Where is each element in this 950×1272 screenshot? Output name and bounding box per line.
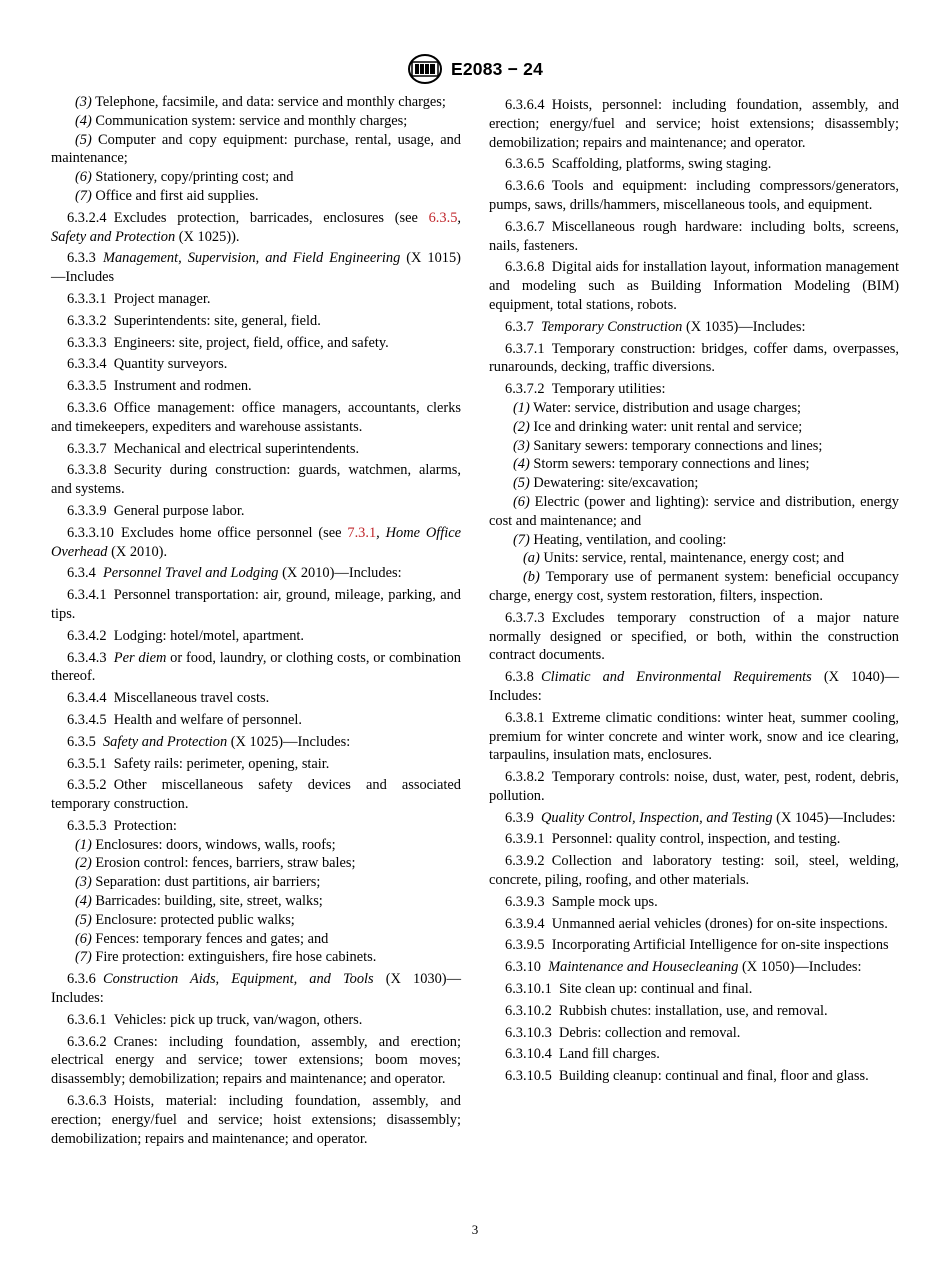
list-item xyxy=(51,930,461,949)
section-number: 6.3.8.1 xyxy=(505,709,545,726)
section-number: 6.3.6.5 xyxy=(505,156,545,173)
list-item-text: Electric (power and lighting): service and distribution, energy cost and maintenance; and xyxy=(489,493,899,529)
section-number: 6.3.3.3 xyxy=(67,334,107,351)
list-item xyxy=(51,187,461,206)
paragraph-text: Temporary utilities: xyxy=(551,381,666,398)
section-number: 6.3.6.6 xyxy=(505,178,545,195)
section-number: 6.3.4.3 xyxy=(67,649,107,666)
paragraph-text: Lodging: hotel/motel, apartment. xyxy=(113,627,305,644)
paragraph-text: (X 1035)—Includes: xyxy=(682,318,806,335)
section-number: 6.3.10.2 xyxy=(505,1002,552,1019)
section-paragraph xyxy=(489,768,899,806)
section-number: 6.3.10.5 xyxy=(505,1068,552,1085)
section-paragraph xyxy=(51,399,461,437)
paragraph-text: Excludes temporary construction of a major nature normally designed or specified, or both, within the construction contract documents. xyxy=(489,609,899,664)
list-item xyxy=(51,112,461,131)
paragraph-text: Sample mock ups. xyxy=(551,893,658,910)
section-number: 6.3.6.4 xyxy=(505,97,545,113)
section-paragraph xyxy=(489,852,899,890)
section-number: 6.3.9.3 xyxy=(505,893,545,910)
list-item-number: (4) xyxy=(75,112,92,129)
paragraph-text: Land fill charges. xyxy=(558,1046,660,1063)
astm-logo-icon xyxy=(407,53,443,85)
italic-term: Per diem xyxy=(113,649,167,666)
section-number: 6.3.3.7 xyxy=(67,440,107,457)
list-item xyxy=(51,168,461,187)
paragraph-text: Protection: xyxy=(113,817,177,834)
list-item-text: Erosion control: fences, barriers, straw bales; xyxy=(95,855,356,872)
section-paragraph xyxy=(489,709,899,765)
section-paragraph xyxy=(489,893,899,912)
list-item-text: Enclosures: doors, windows, walls, roofs; xyxy=(95,836,336,853)
list-item xyxy=(51,131,461,169)
section-paragraph xyxy=(51,711,461,730)
paragraph-text: Hoists, personnel: including foundation, assembly, and erection; energy/fuel and service; hoist extensions; disassembly; demobilization; repairs and maintenance; and operator. xyxy=(489,97,899,151)
section-paragraph xyxy=(489,1024,899,1043)
list-item xyxy=(489,531,899,550)
section-paragraph xyxy=(489,218,899,256)
section-paragraph xyxy=(489,668,899,706)
paragraph-text: (X 1050)—Includes: xyxy=(738,959,862,976)
list-item xyxy=(489,437,899,456)
section-paragraph xyxy=(489,155,899,174)
section-paragraph xyxy=(489,1045,899,1064)
list-item-text: Temporary use of permanent system: beneficial occupancy charge, energy cost, system restoration, filters, inspection. xyxy=(489,569,900,604)
section-title: Personnel Travel and Lodging xyxy=(102,565,279,582)
section-paragraph xyxy=(51,461,461,499)
paragraph-text: (X 1030)—Includes: xyxy=(51,971,461,1007)
paragraph-text: Excludes home office personnel (see xyxy=(120,524,348,541)
section-number: 6.3.4.5 xyxy=(67,711,107,728)
section-number: 6.3.3.10 xyxy=(67,524,114,541)
paragraph-text: Cranes: including foundation, assembly, and erection; electrical energy and service; tower extensions; boom moves; disassembly; demobilization; repairs and maintenance; and operator. xyxy=(51,1033,461,1088)
paragraph-text: Extreme climatic conditions: winter heat, summer cooling, premium for winter concrete and winter work, snow and ice clearing, tarpaulins, insulation mats, enclosures. xyxy=(489,709,899,764)
section-title: Maintenance and Housecleaning xyxy=(548,959,739,976)
section-number: 6.3.6.2 xyxy=(67,1033,107,1050)
section-number: 6.3.3.9 xyxy=(67,502,107,519)
list-item-number: (a) xyxy=(523,550,540,567)
section-number: 6.3.4.2 xyxy=(67,627,107,644)
paragraph-text: Building cleanup: continual and final, floor and glass. xyxy=(558,1068,869,1085)
paragraph-text: Mechanical and electrical superintendents. xyxy=(113,440,360,457)
paragraph-text: Personnel: quality control, inspection, and testing. xyxy=(551,831,841,848)
list-item-text: Telephone, facsimile, and data: service and monthly charges; xyxy=(95,94,446,110)
paragraph-text: Office management: office managers, accountants, clerks and timekeepers, expediters and warehouse assistants. xyxy=(51,399,461,435)
referenced-title: , Home Office Overhead xyxy=(51,524,461,560)
section-paragraph xyxy=(489,340,899,378)
list-item xyxy=(489,399,899,418)
list-item xyxy=(51,911,461,930)
section-number: 6.3.10.1 xyxy=(505,981,552,998)
list-item-text: Barricades: building, site, street, walks; xyxy=(95,893,323,910)
list-item-text: Dewatering: site/excavation; xyxy=(533,475,699,492)
paragraph-text: Collection and laboratory testing: soil, steel, welding, concrete, piling, roofing, and other materials. xyxy=(489,853,899,889)
section-paragraph xyxy=(489,258,899,314)
list-item xyxy=(51,836,461,855)
paragraph-text: Safety rails: perimeter, opening, stair. xyxy=(113,755,330,772)
section-number: 6.3.6 xyxy=(67,971,96,988)
paragraph-text: Superintendents: site, general, field. xyxy=(113,312,321,329)
right-column xyxy=(489,93,899,1086)
section-number: 6.3.7.1 xyxy=(505,340,545,357)
section-number: 6.3.4.4 xyxy=(67,690,107,707)
paragraph-text: Hoists, material: including foundation, assembly, and erection; energy/fuel and service; hoist extensions; disassembly; demobilization; repairs and maintenance; and operator. xyxy=(51,1093,461,1147)
list-item-number: (5) xyxy=(75,131,92,148)
section-number: 6.3.9.5 xyxy=(505,937,545,954)
section-number: 6.3.7.3 xyxy=(505,609,545,626)
paragraph-text: Quantity surveyors. xyxy=(113,356,228,373)
paragraph-text: Temporary controls: noise, dust, water, pest, rodent, debris, pollution. xyxy=(489,769,899,804)
list-item-number: (4) xyxy=(75,893,92,910)
list-item-number: (2) xyxy=(513,418,530,435)
section-title: Safety and Protection xyxy=(102,733,228,750)
section-paragraph xyxy=(489,830,899,849)
paragraph-text: Security during construction: guards, watchmen, alarms, and systems. xyxy=(51,462,461,498)
section-paragraph xyxy=(51,312,461,331)
section-number: 6.3.9.4 xyxy=(505,915,545,932)
section-number: 6.3.5.2 xyxy=(67,777,107,794)
section-number: 6.3.6.1 xyxy=(67,1011,107,1028)
section-number: 6.3.6.8 xyxy=(505,259,545,276)
list-item-number: (b) xyxy=(523,569,540,586)
list-item-number: (4) xyxy=(513,456,530,473)
paragraph-text: Instrument and rodmen. xyxy=(113,378,252,395)
list-item xyxy=(51,854,461,873)
list-item xyxy=(489,549,899,568)
section-paragraph xyxy=(51,1092,461,1148)
list-item xyxy=(489,418,899,437)
section-number: 6.3.4.1 xyxy=(67,587,107,604)
section-number: 6.3.7.2 xyxy=(505,381,545,398)
left-column xyxy=(51,93,461,1148)
list-item-text: Sanitary sewers: temporary connections and lines; xyxy=(533,437,823,454)
list-item-number: (3) xyxy=(513,437,530,454)
section-paragraph xyxy=(51,733,461,752)
section-paragraph xyxy=(51,355,461,374)
section-number: 6.3.3.2 xyxy=(67,312,107,329)
section-paragraph xyxy=(489,936,899,955)
paragraph-text: Project manager. xyxy=(113,290,211,307)
paragraph-text: Excludes protection, barricades, enclosures (see xyxy=(113,209,429,226)
list-item-text: Fences: temporary fences and gates; and xyxy=(95,930,329,947)
section-number: 6.3.3.4 xyxy=(67,356,107,373)
section-paragraph xyxy=(51,755,461,774)
section-paragraph xyxy=(51,689,461,708)
section-number: 6.3.3.6 xyxy=(67,399,107,416)
list-item-text: Communication system: service and monthly charges; xyxy=(95,112,408,129)
section-paragraph xyxy=(51,440,461,459)
section-paragraph xyxy=(51,290,461,309)
section-title: Management, Supervision, and Field Engineering xyxy=(102,250,401,267)
paragraph-text: (X 2010)—Includes: xyxy=(278,565,402,582)
section-paragraph xyxy=(51,564,461,583)
list-item-number: (3) xyxy=(75,94,92,110)
list-item xyxy=(489,493,899,531)
section-paragraph xyxy=(489,177,899,215)
paragraph-text: Site clean up: continual and final. xyxy=(558,981,753,998)
list-item-number: (6) xyxy=(75,930,92,947)
section-paragraph xyxy=(51,1033,461,1089)
section-paragraph xyxy=(51,249,461,287)
list-item xyxy=(489,474,899,493)
section-paragraph xyxy=(489,318,899,337)
section-paragraph xyxy=(489,380,899,399)
list-item-number: (7) xyxy=(75,187,92,204)
section-paragraph xyxy=(51,334,461,353)
section-number: 6.3.5.1 xyxy=(67,755,107,772)
list-item-text: Units: service, rental, maintenance, energy cost; and xyxy=(543,550,845,567)
section-number: 6.3.3.1 xyxy=(67,290,107,307)
paragraph-text: (X 1025)). xyxy=(175,228,240,245)
list-item-number: (6) xyxy=(75,169,92,186)
section-title: Climatic and Environmental Requirements xyxy=(540,669,812,686)
paragraph-text: Personnel transportation: air, ground, mileage, parking, and tips. xyxy=(51,587,461,622)
list-item-text: Enclosure: protected public walks; xyxy=(95,911,295,928)
cross-reference-link[interactable]: 7.3.1 xyxy=(347,524,377,541)
section-paragraph xyxy=(51,970,461,1008)
list-item-number: (7) xyxy=(513,531,530,548)
section-paragraph xyxy=(489,958,899,977)
section-number: 6.3.3.8 xyxy=(67,462,107,479)
list-item xyxy=(51,948,461,967)
section-paragraph xyxy=(51,586,461,624)
list-item-text: Fire protection: extinguishers, fire hose cabinets. xyxy=(95,949,377,966)
paragraph-text: Unmanned aerial vehicles (drones) for on-site inspections. xyxy=(551,915,888,932)
section-paragraph xyxy=(51,649,461,687)
list-item-text: Water: service, distribution and usage charges; xyxy=(533,399,802,416)
paragraph-text: Debris: collection and removal. xyxy=(558,1024,741,1041)
list-item-number: (3) xyxy=(75,874,92,891)
section-paragraph xyxy=(51,776,461,814)
paragraph-text: (X 2010). xyxy=(107,543,168,560)
section-number: 6.3.10.4 xyxy=(505,1046,552,1063)
page-number: 3 xyxy=(471,1222,479,1237)
section-paragraph xyxy=(51,524,461,562)
list-item-number: (5) xyxy=(513,475,530,492)
section-title: Quality Control, Inspection, and Testing xyxy=(540,809,773,826)
list-item-number: (7) xyxy=(75,949,92,966)
paragraph-text: General purpose labor. xyxy=(113,502,245,519)
paragraph-text: Other miscellaneous safety devices and associated temporary construction. xyxy=(51,777,461,813)
section-number: 6.3.8 xyxy=(505,669,534,686)
list-item-text: Office and first aid supplies. xyxy=(95,187,259,204)
referenced-title: , Safety and Protection xyxy=(51,209,461,245)
paragraph-text: Rubbish chutes: installation, use, and removal. xyxy=(558,1002,828,1019)
section-number: 6.3.7 xyxy=(505,318,534,335)
paragraph-text: (X 1025)—Includes: xyxy=(227,733,351,750)
section-number: 6.3.4 xyxy=(67,565,96,582)
paragraph-text: Temporary construction: bridges, coffer dams, overpasses, runarounds, decking, traffic diversions. xyxy=(489,340,899,376)
section-paragraph xyxy=(51,377,461,396)
section-paragraph xyxy=(51,1011,461,1030)
paragraph-text: Digital aids for installation layout, information management and modeling such as Building Information Modeling (BIM) equipment, total stations, robots. xyxy=(489,259,899,313)
section-title: Temporary Construction xyxy=(540,318,683,335)
paragraph-text: or food, laundry, or clothing costs, or combination thereof. xyxy=(51,649,461,685)
list-item xyxy=(489,455,899,474)
paragraph-text: Tools and equipment: including compressors/generators, pumps, saws, drills/hammers, miscellaneous tools, and equipment. xyxy=(489,178,899,213)
section-number: 6.3.5.3 xyxy=(67,817,107,834)
section-title: Construction Aids, Equipment, and Tools xyxy=(102,971,374,988)
paragraph-text: Engineers: site, project, field, office, and safety. xyxy=(113,334,389,351)
section-paragraph xyxy=(51,209,461,247)
section-number: 6.3.2.4 xyxy=(67,209,107,226)
list-item xyxy=(489,568,899,606)
list-item xyxy=(51,873,461,892)
list-item-text: Computer and copy equipment: purchase, rental, usage, and maintenance; xyxy=(51,131,461,167)
section-paragraph xyxy=(489,809,899,828)
section-number: 6.3.10 xyxy=(505,959,541,976)
list-item-text: Storm sewers: temporary connections and lines; xyxy=(533,456,810,473)
section-number: 6.3.3.5 xyxy=(67,378,107,395)
section-number: 6.3.9.1 xyxy=(505,831,545,848)
list-item xyxy=(51,892,461,911)
section-number: 6.3.3 xyxy=(67,250,96,267)
list-item-number: (5) xyxy=(75,911,92,928)
list-item-number: (2) xyxy=(75,855,92,872)
section-paragraph xyxy=(489,1002,899,1021)
section-paragraph xyxy=(489,96,899,152)
list-item-text: Ice and drinking water: unit rental and service; xyxy=(533,418,803,435)
list-item-number: (1) xyxy=(75,836,92,853)
cross-reference-link[interactable]: 6.3.5 xyxy=(428,209,458,226)
paragraph-text: Miscellaneous rough hardware: including bolts, screens, nails, fasteners. xyxy=(489,218,899,254)
list-item-number: (1) xyxy=(513,399,530,416)
section-paragraph xyxy=(489,1067,899,1086)
page-header xyxy=(0,53,950,85)
paragraph-text: Miscellaneous travel costs. xyxy=(113,690,270,707)
section-paragraph xyxy=(51,817,461,836)
list-item-number: (6) xyxy=(513,493,530,510)
list-item xyxy=(51,93,461,112)
section-paragraph xyxy=(489,915,899,934)
section-number: 6.3.10.3 xyxy=(505,1024,552,1041)
paragraph-text: (X 1045)—Includes: xyxy=(772,809,896,826)
paragraph-text: Scaffolding, platforms, swing staging. xyxy=(551,156,772,173)
section-number: 6.3.9 xyxy=(505,809,534,826)
section-paragraph xyxy=(51,502,461,521)
paragraph-text: (X 1040)—Includes: xyxy=(489,669,899,704)
section-number: 6.3.6.3 xyxy=(67,1093,107,1110)
section-number: 6.3.9.2 xyxy=(505,853,545,870)
list-item-text: Separation: dust partitions, air barriers; xyxy=(95,874,321,891)
list-item-text: Heating, ventilation, and cooling: xyxy=(533,531,727,548)
paragraph-text: Incorporating Artificial Intelligence for on-site inspections xyxy=(551,937,889,954)
list-item-text: Stationery, copy/printing cost; and xyxy=(95,169,294,186)
paragraph-text: Health and welfare of personnel. xyxy=(113,711,302,728)
section-number: 6.3.6.7 xyxy=(505,218,545,235)
standard-designation: E2083 − 24 xyxy=(450,58,543,79)
section-number: 6.3.5 xyxy=(67,733,96,750)
section-paragraph xyxy=(51,627,461,646)
paragraph-text: Vehicles: pick up truck, van/wagon, others. xyxy=(113,1011,363,1028)
section-paragraph xyxy=(489,980,899,999)
section-paragraph xyxy=(489,609,899,665)
section-number: 6.3.8.2 xyxy=(505,769,545,786)
paragraph-text: (X 1015)—Includes xyxy=(51,250,461,286)
